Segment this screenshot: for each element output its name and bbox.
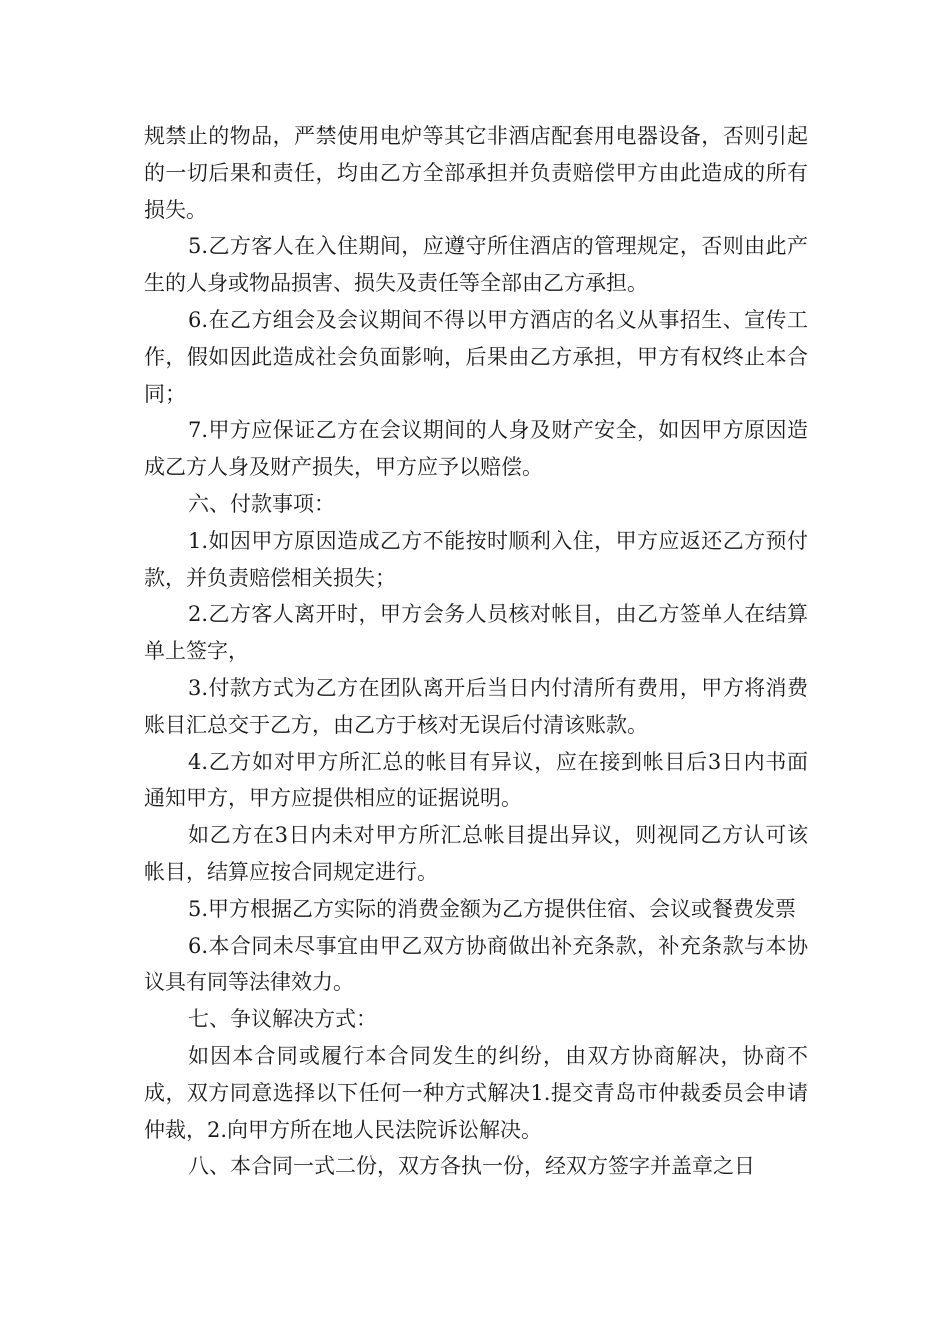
paragraph-0: 规禁止的物品，严禁使用电炉等其它非酒店配套用电器设备，否则引起的一切后果和责任，均由乙方全部承担并负责赔偿甲方由此造成的所有损失。 [144, 124, 808, 222]
paragraph-14: 八、本合同一式二份，双方各执一份，经双方签字并盖章之日 [188, 1154, 755, 1179]
section-heading-payment: 六、付款事项： [188, 491, 335, 516]
paragraph-6: 2.乙方客人离开时，甲方会务人员核对帐目，由乙方签单人在结算单上签字， [144, 602, 808, 664]
paragraph-3: 7.甲方应保证乙方在会议期间的人身及财产安全，如因甲方原因造成乙方人身及财产损失，甲方应予以赔偿。 [144, 418, 808, 480]
paragraph-7: 3.付款方式为乙方在团队离开后当日内付清所有费用，甲方将消费账目汇总交于乙方，由乙方于核对无误后付清该账款。 [144, 675, 808, 737]
section-heading-dispute: 七、争议解决方式： [188, 1007, 377, 1032]
document-page [144, 118, 808, 1185]
paragraph-10: 5.甲方根据乙方实际的消费金额为乙方提供住宿、会议或餐费发票 [188, 896, 797, 921]
paragraph-9: 如乙方在3日内未对甲方所汇总帐目提出异议，则视同乙方认可该帐目，结算应按合同规定进行。 [144, 823, 808, 884]
paragraph-1: 5.乙方客人在入住期间，应遵守所住酒店的管理规定，否则由此产生的人身或物品损害、损失及责任等全部由乙方承担。 [144, 234, 808, 296]
paragraph-2: 6.在乙方组会及会议期间不得以甲方酒店的名义从事招生、宣传工作，假如因此造成社会负面影响，后果由乙方承担，甲方有权终止本合同； [144, 307, 808, 406]
paragraph-8: 4.乙方如对甲方所汇总的帐目有异议，应在接到帐目后3日内书面通知甲方，甲方应提供相应的证据说明。 [144, 749, 808, 811]
paragraph-11: 6.本合同未尽事宜由甲乙双方协商做出补充条款，补充条款与本协议具有同等法律效力。 [144, 933, 808, 995]
paragraph-13: 如因本合同或履行本合同发生的纠纷，由双方协商解决，协商不成，双方同意选择以下任何一种方式解决1.提交青岛市仲裁委员会申请仲裁，2.向甲方所在地人民法院诉讼解决。 [144, 1043, 808, 1142]
paragraph-5: 1.如因甲方原因造成乙方不能按时顺利入住，甲方应返还乙方预付款，并负责赔偿相关损失； [144, 528, 808, 590]
